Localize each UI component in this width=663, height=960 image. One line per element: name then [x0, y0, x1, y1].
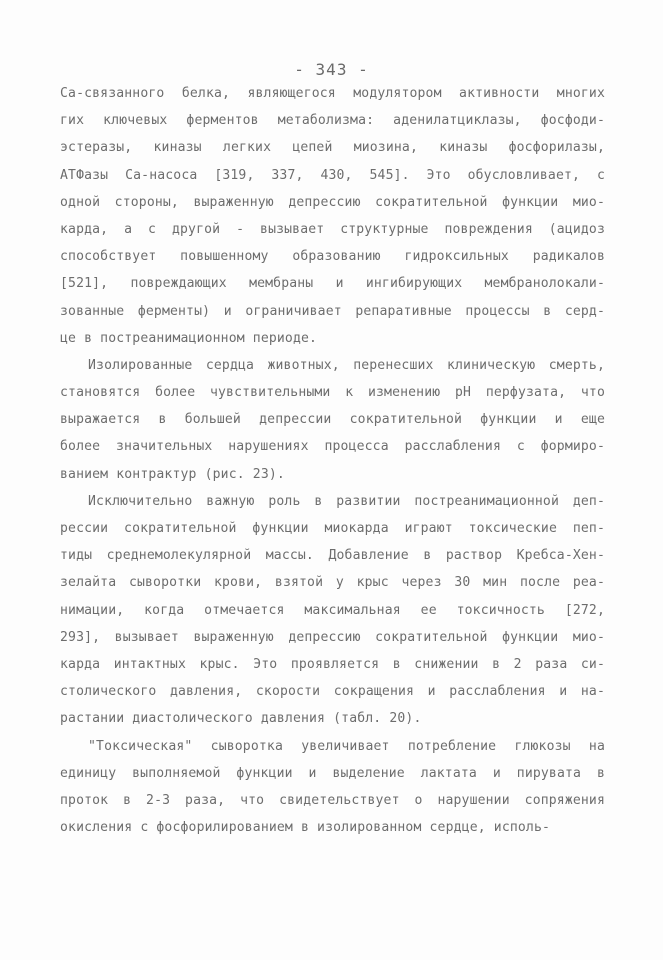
text-line: Исключительно важную роль в развитии постреанимационной деп-: [88, 493, 605, 509]
text-line: Ca-связанного белка, являющегося модулятором активности многих: [60, 86, 605, 101]
paragraph: [60, 352, 605, 488]
text-line: АТФазы Ca-насоса [319, 337, 430, 545]. Это обусловливает, с: [60, 167, 605, 183]
text-line: выражается в большей депрессии сократительной функции и еще: [60, 412, 605, 428]
paragraph: [60, 488, 605, 733]
text-line: 293], вызывает выраженную депрессию сократительной функции мио-: [60, 629, 605, 645]
text-line: карда, а с другой - вызывает структурные повреждения (ацидоз: [60, 221, 605, 237]
text-line: растании диастолического давления (табл. 20).: [60, 711, 422, 727]
text-line: эстеразы, киназы легких цепей миозина, киназы фосфорилазы,: [60, 140, 605, 156]
text-line: столического давления, скорости сокращения и расслабления и на-: [60, 684, 605, 700]
text-line: рессии сократительной функции миокарда играют токсические пеп-: [60, 521, 605, 536]
text-line: [521], повреждающих мембраны и ингибирующих мембранолокали-: [60, 276, 605, 292]
text-line: гих ключевых ферментов метаболизма: аденилатциклазы, фосфоди-: [60, 113, 605, 129]
text-line: окисления с фосфорилированием в изолированном сердце, исполь-: [60, 820, 551, 836]
text-line: тиды среднемолекулярной массы. Добавление в раствор Кребса-Хен-: [60, 548, 605, 564]
paragraph: [60, 733, 605, 842]
page-number: - 343 -: [294, 60, 369, 79]
text-line: це в постреанимационном периоде.: [60, 330, 318, 346]
text-line: "Токсическая" сыворотка увеличивает потребление глюкозы на: [88, 738, 605, 754]
text-line: зелайта сыворотки крови, взятой у крыс через 30 мин после реа-: [60, 575, 605, 591]
text-line: зованные ферменты) и ограничивает репаративные процессы в серд-: [60, 303, 605, 319]
text-line: карда интактных крыс. Это проявляется в снижении в 2 раза си-: [60, 656, 605, 672]
text-line: ванием контрактур (рис. 23).: [60, 466, 285, 482]
text-line: нимации, когда отмечается максимальная ее токсичность [272,: [60, 602, 605, 618]
body-text: [60, 80, 605, 841]
text-line: проток в 2-3 раза, что свидетельствует о нарушении сопряжения: [60, 792, 605, 808]
text-line: одной стороны, выраженную депрессию сократительной функции мио-: [60, 194, 605, 210]
text-line: способствует повышенному образованию гидроксильных радикалов: [60, 249, 605, 265]
text-line: Изолированные сердца животных, перенесших клиническую смерть,: [88, 357, 605, 373]
paragraph: [60, 80, 605, 352]
text-line: единицу выполняемой функции и выделение лактата и пирувата в: [60, 765, 605, 781]
text-line: становятся более чувствительными к изменению pH перфузата, что: [60, 385, 605, 401]
text-line: более значительных нарушениях процесса расслабления с формиро-: [60, 439, 605, 455]
